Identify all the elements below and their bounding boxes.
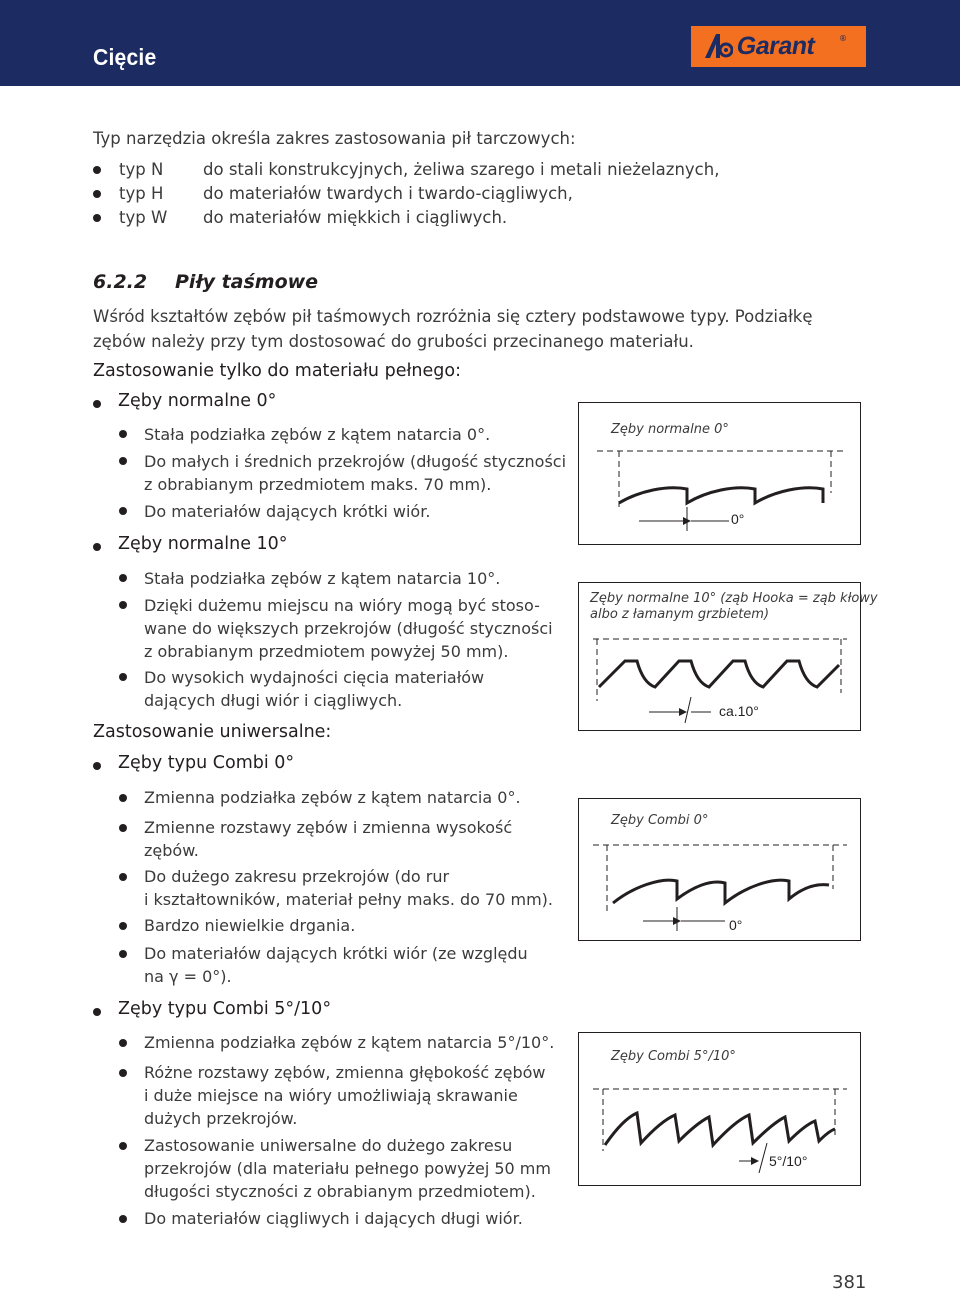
list-item: i duże miejsce na wióry umożliwiają skrawanie <box>144 1086 518 1105</box>
figure-normal-0 <box>578 402 861 545</box>
bullet-icon <box>119 1142 127 1150</box>
bullet-icon <box>119 1215 127 1223</box>
bullet-icon <box>119 1069 127 1077</box>
list-item: Do materiałów dających krótki wiór. <box>144 502 431 521</box>
bullet-icon <box>93 1008 101 1016</box>
type-label: typ W <box>119 208 168 227</box>
bullet-icon <box>119 922 127 930</box>
section-title: Piły taśmowe <box>175 271 319 293</box>
list-item: Dzięki dużemu miejscu na wióry mogą być stoso- <box>144 596 540 615</box>
registered-mark: ® <box>839 34 847 43</box>
group-title: Zęby typu Combi 0° <box>118 753 295 773</box>
group-title: Zęby normalne 10° <box>118 534 288 554</box>
list-item: Do małych i średnich przekrojów (długość styczności <box>144 452 567 471</box>
figure-caption: Zęby Combi 5°/10° <box>611 1049 736 1064</box>
list-item: na γ = 0°). <box>144 967 232 986</box>
group-title: Zęby normalne 0° <box>118 391 277 411</box>
list-item: dużych przekrojów. <box>144 1109 298 1128</box>
intro-text: Typ narzędzia określa zakres zastosowania pił tarczowych: <box>93 129 576 148</box>
list-item: Bardzo niewielkie drgania. <box>144 916 356 935</box>
subheading-universal: Zastosowanie uniwersalne: <box>93 722 332 742</box>
bullet-icon <box>119 950 127 958</box>
figure-caption: albo z łamanym grzbietem) <box>590 607 770 622</box>
angle-label: 5°/10° <box>769 1153 808 1169</box>
figure-caption: Zęby Combi 0° <box>611 813 709 828</box>
bullet-icon <box>93 214 101 222</box>
tooth-profile-diagram <box>579 799 862 942</box>
group-title: Zęby typu Combi 5°/10° <box>118 999 332 1019</box>
list-item: Do materiałów ciągliwych i dających długi wiór. <box>144 1209 523 1228</box>
list-item: długości styczności z obrabianym przedmiotem). <box>144 1182 536 1201</box>
list-item: Zmienne rozstawy zębów i zmienna wysokość <box>144 818 513 837</box>
list-item: z obrabianym przedmiotem maks. 70 mm). <box>144 475 492 494</box>
bullet-icon <box>119 457 127 465</box>
bullet-icon <box>119 673 127 681</box>
figure-caption: Zęby normalne 10° (ząb Hooka = ząb kłowy <box>590 591 878 606</box>
bullet-icon <box>119 507 127 515</box>
page-header <box>0 0 960 86</box>
figure-combi-0 <box>578 798 861 941</box>
angle-label: ca.10° <box>719 703 759 719</box>
angle-label: 0° <box>731 511 745 527</box>
figure-combi-5-10 <box>578 1032 861 1186</box>
bullet-icon <box>119 873 127 881</box>
page-number: 381 <box>832 1272 867 1291</box>
list-item: Zastosowanie uniwersalne do dużego zakresu <box>144 1136 513 1155</box>
type-label: typ H <box>119 184 164 203</box>
bullet-icon <box>93 543 101 551</box>
bullet-icon <box>93 762 101 770</box>
list-item: i kształtowników, materiał pełny maks. do 70 mm). <box>144 890 553 909</box>
type-desc: do stali konstrukcyjnych, żeliwa szarego i metali nieżelaznych, <box>203 160 720 179</box>
list-item: Do wysokich wydajności cięcia materiałów <box>144 668 485 687</box>
figure-caption: Zęby normalne 0° <box>611 422 729 437</box>
tooth-profile-diagram <box>579 403 862 546</box>
list-item: zębów. <box>144 841 199 860</box>
list-item: Stała podziałka zębów z kątem natarcia 10°. <box>144 569 501 588</box>
bullet-icon <box>119 824 127 832</box>
angle-label: 0° <box>729 917 743 933</box>
paragraph-line: zębów należy przy tym dostosować do grubości przecinanego materiału. <box>93 332 694 351</box>
type-label: typ N <box>119 160 164 179</box>
bullet-icon <box>119 574 127 582</box>
list-item: wane do większych przekrojów (długość styczności <box>144 619 553 638</box>
bullet-icon <box>93 166 101 174</box>
list-item: Do dużego zakresu przekrojów (do rur <box>144 867 450 886</box>
list-item: Zmienna podziałka zębów z kątem natarcia 5°/10°. <box>144 1033 555 1052</box>
subheading-full-material: Zastosowanie tylko do materiału pełnego: <box>93 361 462 381</box>
bullet-icon <box>119 601 127 609</box>
type-desc: do materiałów twardych i twardo-ciągliwych, <box>203 184 573 203</box>
bullet-icon <box>119 430 127 438</box>
bullet-icon <box>93 400 101 408</box>
bullet-icon <box>93 190 101 198</box>
list-item: Zmienna podziałka zębów z kątem natarcia 0°. <box>144 788 521 807</box>
list-item: Do materiałów dających krótki wiór (ze względu <box>144 944 528 963</box>
list-item: Stała podziałka zębów z kątem natarcia 0°. <box>144 425 491 444</box>
logo-text: Garant <box>734 32 818 60</box>
figure-normal-10 <box>578 582 878 731</box>
tooth-profile-diagram <box>579 1033 862 1187</box>
page-title: Cięcie <box>93 44 157 70</box>
bullet-icon <box>119 1039 127 1047</box>
list-item: przekrojów (dla materiału pełnego powyżej 50 mm <box>144 1159 551 1178</box>
garant-logo <box>691 26 866 67</box>
garant-emblem-icon <box>703 32 733 60</box>
bullet-icon <box>119 794 127 802</box>
type-desc: do materiałów miękkich i ciągliwych. <box>203 208 508 227</box>
list-item: Różne rozstawy zębów, zmienna głębokość zębów <box>144 1063 546 1082</box>
paragraph-line: Wśród kształtów zębów pił taśmowych rozróżnia się cztery podstawowe typy. Podziałkę <box>93 307 813 326</box>
list-item: z obrabianym przedmiotem powyżej 50 mm). <box>144 642 509 661</box>
section-number: 6.2.2 <box>93 271 148 293</box>
list-item: dających długi wiór i ciągliwych. <box>144 691 403 710</box>
